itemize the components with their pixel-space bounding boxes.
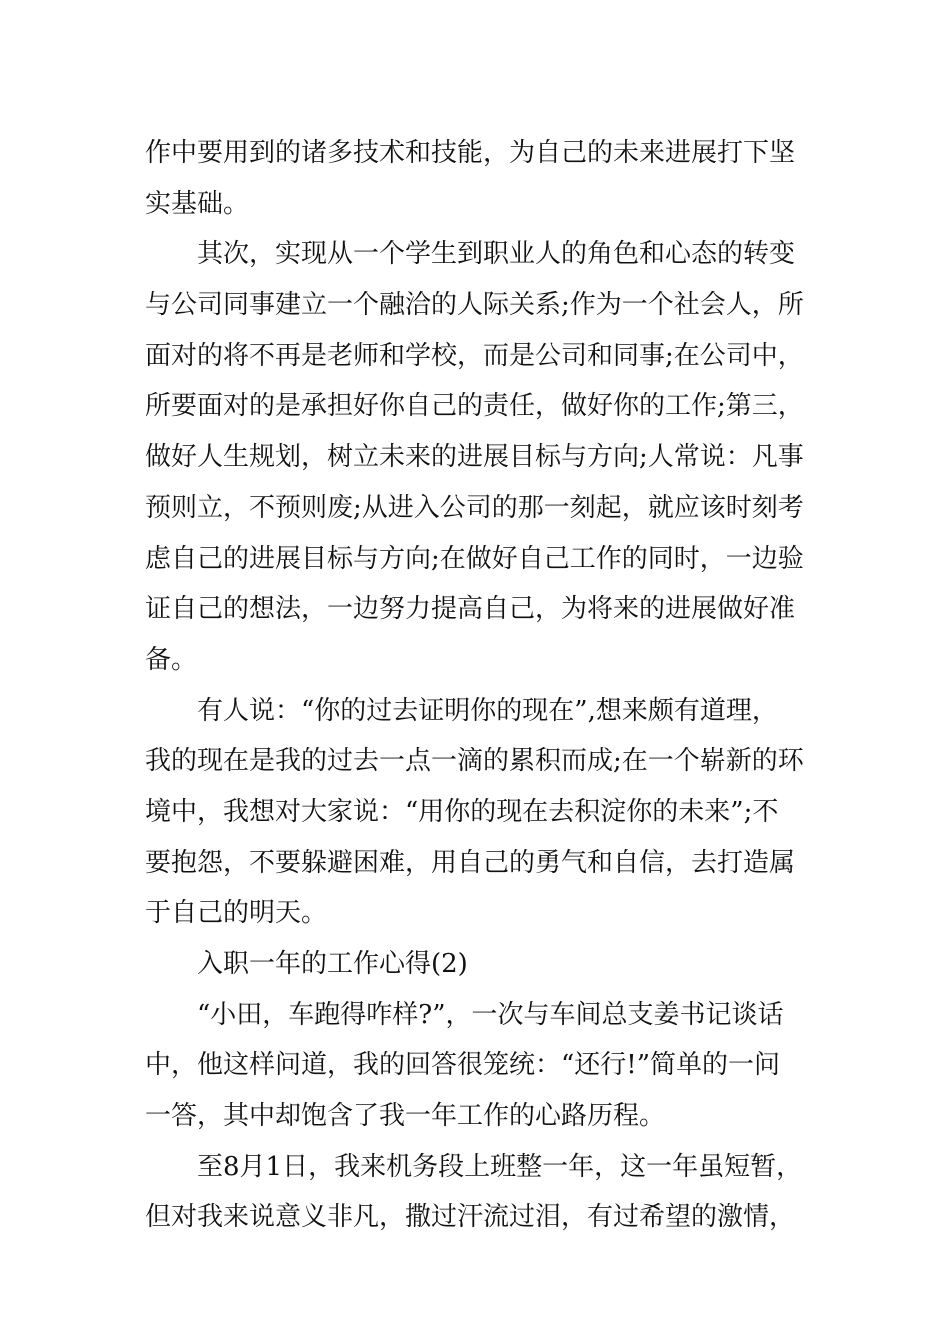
text-line: 预则立，不预则废;从进入公司的那一刻起，就应该时刻考 [145, 492, 804, 523]
text-line: 境中，我想对大家说：“用你的现在去积淀你的未来”;不 [145, 796, 779, 827]
text-line: 我的现在是我的过去一点一滴的累积而成;在一个崭新的环 [145, 746, 804, 777]
text-line: 一答，其中却饱含了我一年工作的心路历程。 [145, 1101, 666, 1132]
text-line: 中，他这样问道，我的回答很笼统：“还行!”简单的一问 [145, 1050, 781, 1081]
text-line: 实基础。 [145, 188, 250, 219]
text-line: 至8月1日，我来机务段上班整一年，这一年虽短暂， [197, 1151, 803, 1182]
text-line: 其次，实现从一个学生到职业人的角色和心态的转变 [197, 239, 796, 270]
text-line: 与公司同事建立一个融洽的人际关系;作为一个社会人，所 [145, 290, 804, 321]
text-line: 备。 [145, 644, 198, 675]
text-line: 要抱怨，不要躲避困难，用自己的勇气和自信，去打造属 [145, 847, 796, 878]
text-line: “小田，车跑得咋样?”，一次与车间总支姜书记谈话 [197, 999, 784, 1030]
text-line: 所要面对的是承担好你自己的责任，做好你的工作;第三， [145, 391, 804, 422]
document-body [145, 128, 815, 1243]
text-line: 面对的将不再是老师和学校，而是公司和同事;在公司中， [145, 340, 804, 371]
text-line: 虑自己的进展目标与方向;在做好自己工作的同时，一边验 [145, 543, 804, 574]
text-line: 于自己的明天。 [145, 898, 328, 929]
section-heading: 入职一年的工作心得(2) [197, 949, 468, 979]
text-line: 但对我来说意义非凡，撒过汗流过泪，有过希望的激情， [145, 1202, 796, 1233]
text-line: 有人说：“你的过去证明你的现在”,想来颇有道理， [197, 695, 778, 726]
text-line: 证自己的想法，一边努力提高自己，为将来的进展做好准 [145, 594, 796, 625]
text-line: 做好人生规划，树立未来的进展目标与方向;人常说：凡事 [145, 442, 804, 473]
text-line: 作中要用到的诸多技术和技能，为自己的未来进展打下坚 [145, 138, 796, 168]
